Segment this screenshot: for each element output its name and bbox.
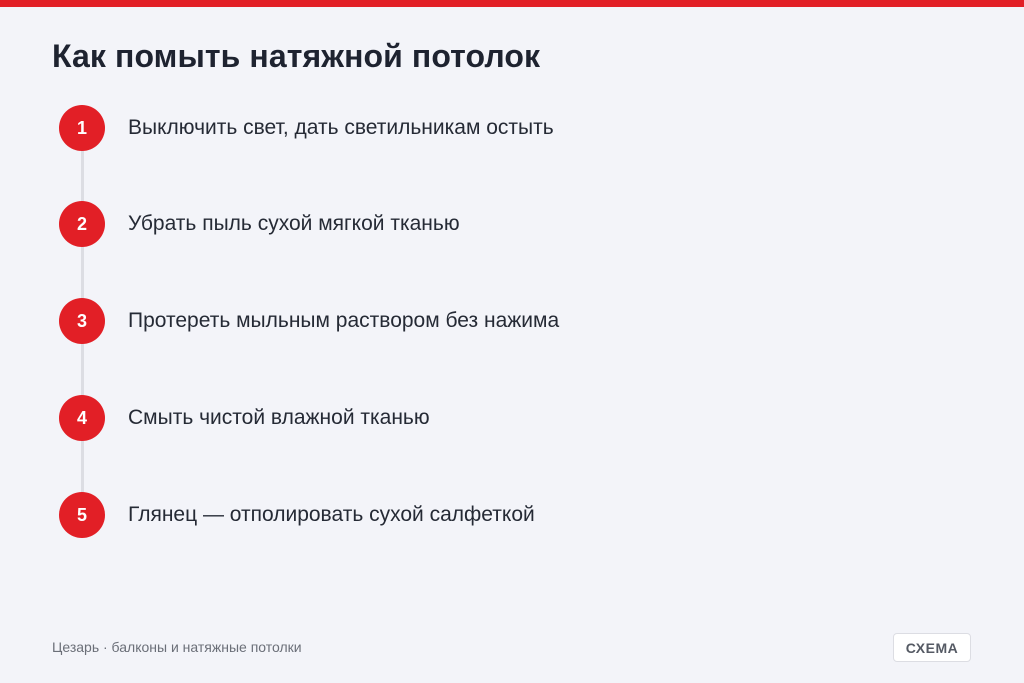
step-text: Выключить свет, дать светильникам остыть xyxy=(128,116,554,139)
step-text: Убрать пыль сухой мягкой тканью xyxy=(128,212,460,235)
step-2 xyxy=(59,201,460,247)
step-number-badge: 4 xyxy=(59,395,105,441)
page-title: Как помыть натяжной потолок xyxy=(52,38,541,74)
step-number-badge: 5 xyxy=(59,492,105,538)
step-1 xyxy=(59,105,554,151)
step-text: Протереть мыльным раствором без нажима xyxy=(128,309,560,332)
step-number-badge: 2 xyxy=(59,201,105,247)
step-text: Глянец — отполировать сухой салфеткой xyxy=(128,503,535,526)
step-number-badge: 1 xyxy=(59,105,105,151)
step-5 xyxy=(59,492,535,538)
footer-credit: Цезарь · балконы и натяжные потолки xyxy=(52,639,302,655)
schema-badge: СХЕМА xyxy=(893,633,971,662)
step-number-badge: 3 xyxy=(59,298,105,344)
step-text: Смыть чистой влажной тканью xyxy=(128,406,430,429)
step-3 xyxy=(59,298,559,344)
step-4 xyxy=(59,395,430,441)
